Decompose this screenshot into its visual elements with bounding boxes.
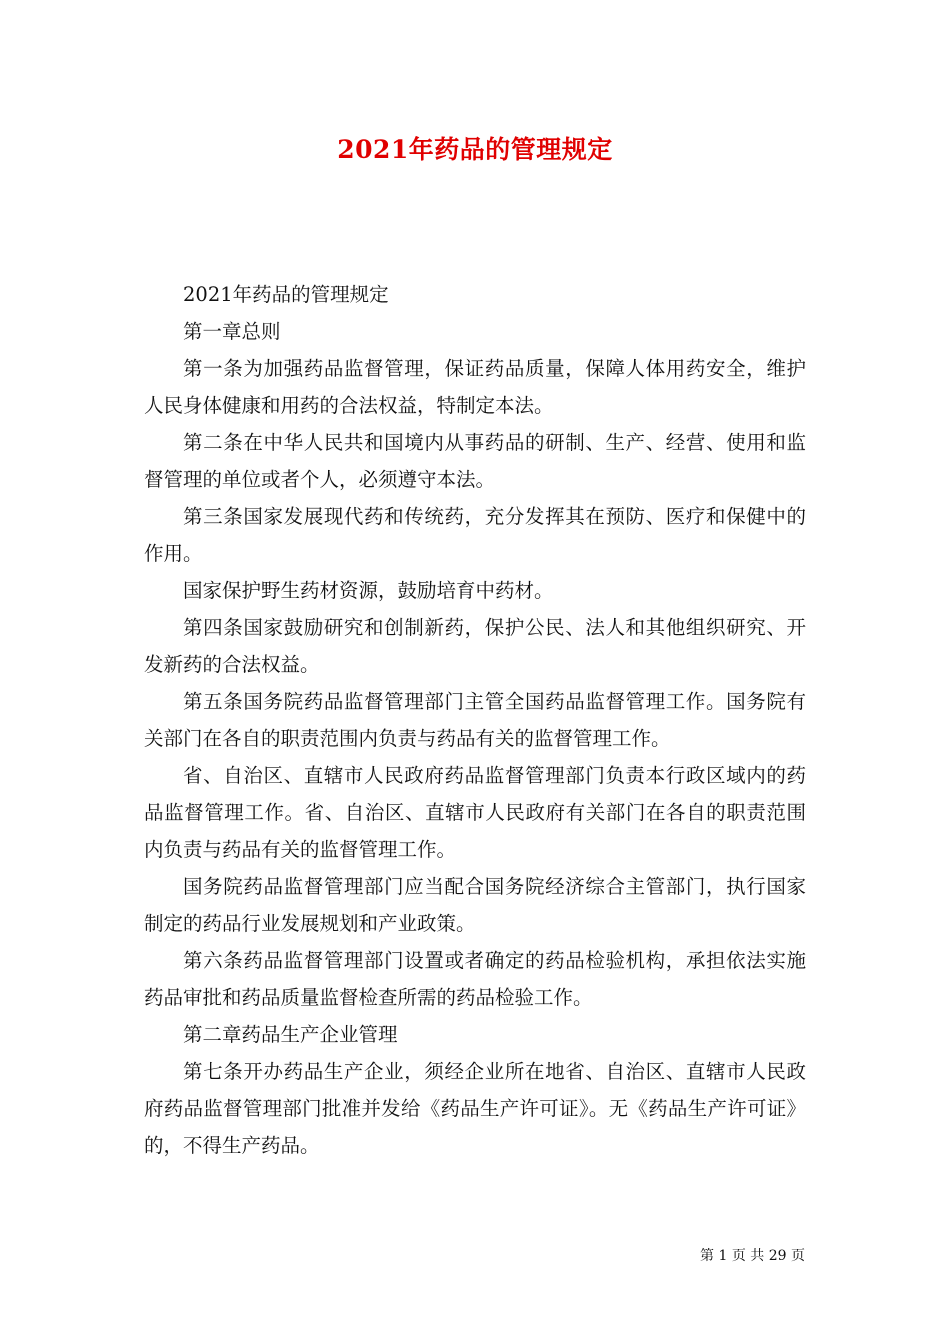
paragraph-article-5-cont-1: 省、自治区、直辖市人民政府药品监督管理部门负责本行政区域内的药品监督管理工作。省、自治区、直辖市人民政府有关部门在各自的职责范围内负责与药品有关的监督管理工作。 — [144, 764, 806, 861]
paragraph-article-3-cont: 国家保护野生药材资源，鼓励培育中药材。 — [183, 579, 554, 602]
document-title: 2021年药品的管理规定 — [337, 135, 613, 164]
paragraph-article-5-cont-2: 国务院药品监督管理部门应当配合国务院经济综合主管部门，执行国家制定的药品行业发展规划和产业政策。 — [144, 875, 806, 935]
paragraph-article-2: 第二条在中华人民共和国境内从事药品的研制、生产、经营、使用和监督管理的单位或者个人，必须遵守本法。 — [144, 431, 806, 491]
paragraph-article-6: 第六条药品监督管理部门设置或者确定的药品检验机构，承担依法实施药品审批和药品质量监督检查所需的药品检验工作。 — [144, 949, 806, 1009]
paragraph-article-7: 第七条开办药品生产企业，须经企业所在地省、自治区、直辖市人民政府药品监督管理部门批准并发给《药品生产许可证》。无《药品生产许可证》的，不得生产药品。 — [144, 1060, 806, 1157]
paragraph-article-4: 第四条国家鼓励研究和创制新药，保护公民、法人和其他组织研究、开发新药的合法权益。 — [144, 616, 806, 676]
paragraph-article-5: 第五条国务院药品监督管理部门主管全国药品监督管理工作。国务院有关部门在各自的职责范围内负责与药品有关的监督管理工作。 — [144, 690, 806, 750]
paragraph-heading: 2021年药品的管理规定 — [183, 283, 389, 306]
paragraph-chapter-1: 第一章总则 — [183, 320, 281, 343]
paragraph-article-1: 第一条为加强药品监督管理，保证药品质量，保障人体用药安全，维护人民身体健康和用药的合法权益，特制定本法。 — [144, 357, 806, 417]
document-body — [144, 276, 806, 1164]
paragraph-chapter-2: 第二章药品生产企业管理 — [183, 1023, 398, 1046]
paragraph-article-3: 第三条国家发展现代药和传统药，充分发挥其在预防、医疗和保健中的作用。 — [144, 505, 806, 565]
page-number: 第 1 页 共 29 页 — [700, 1248, 805, 1264]
